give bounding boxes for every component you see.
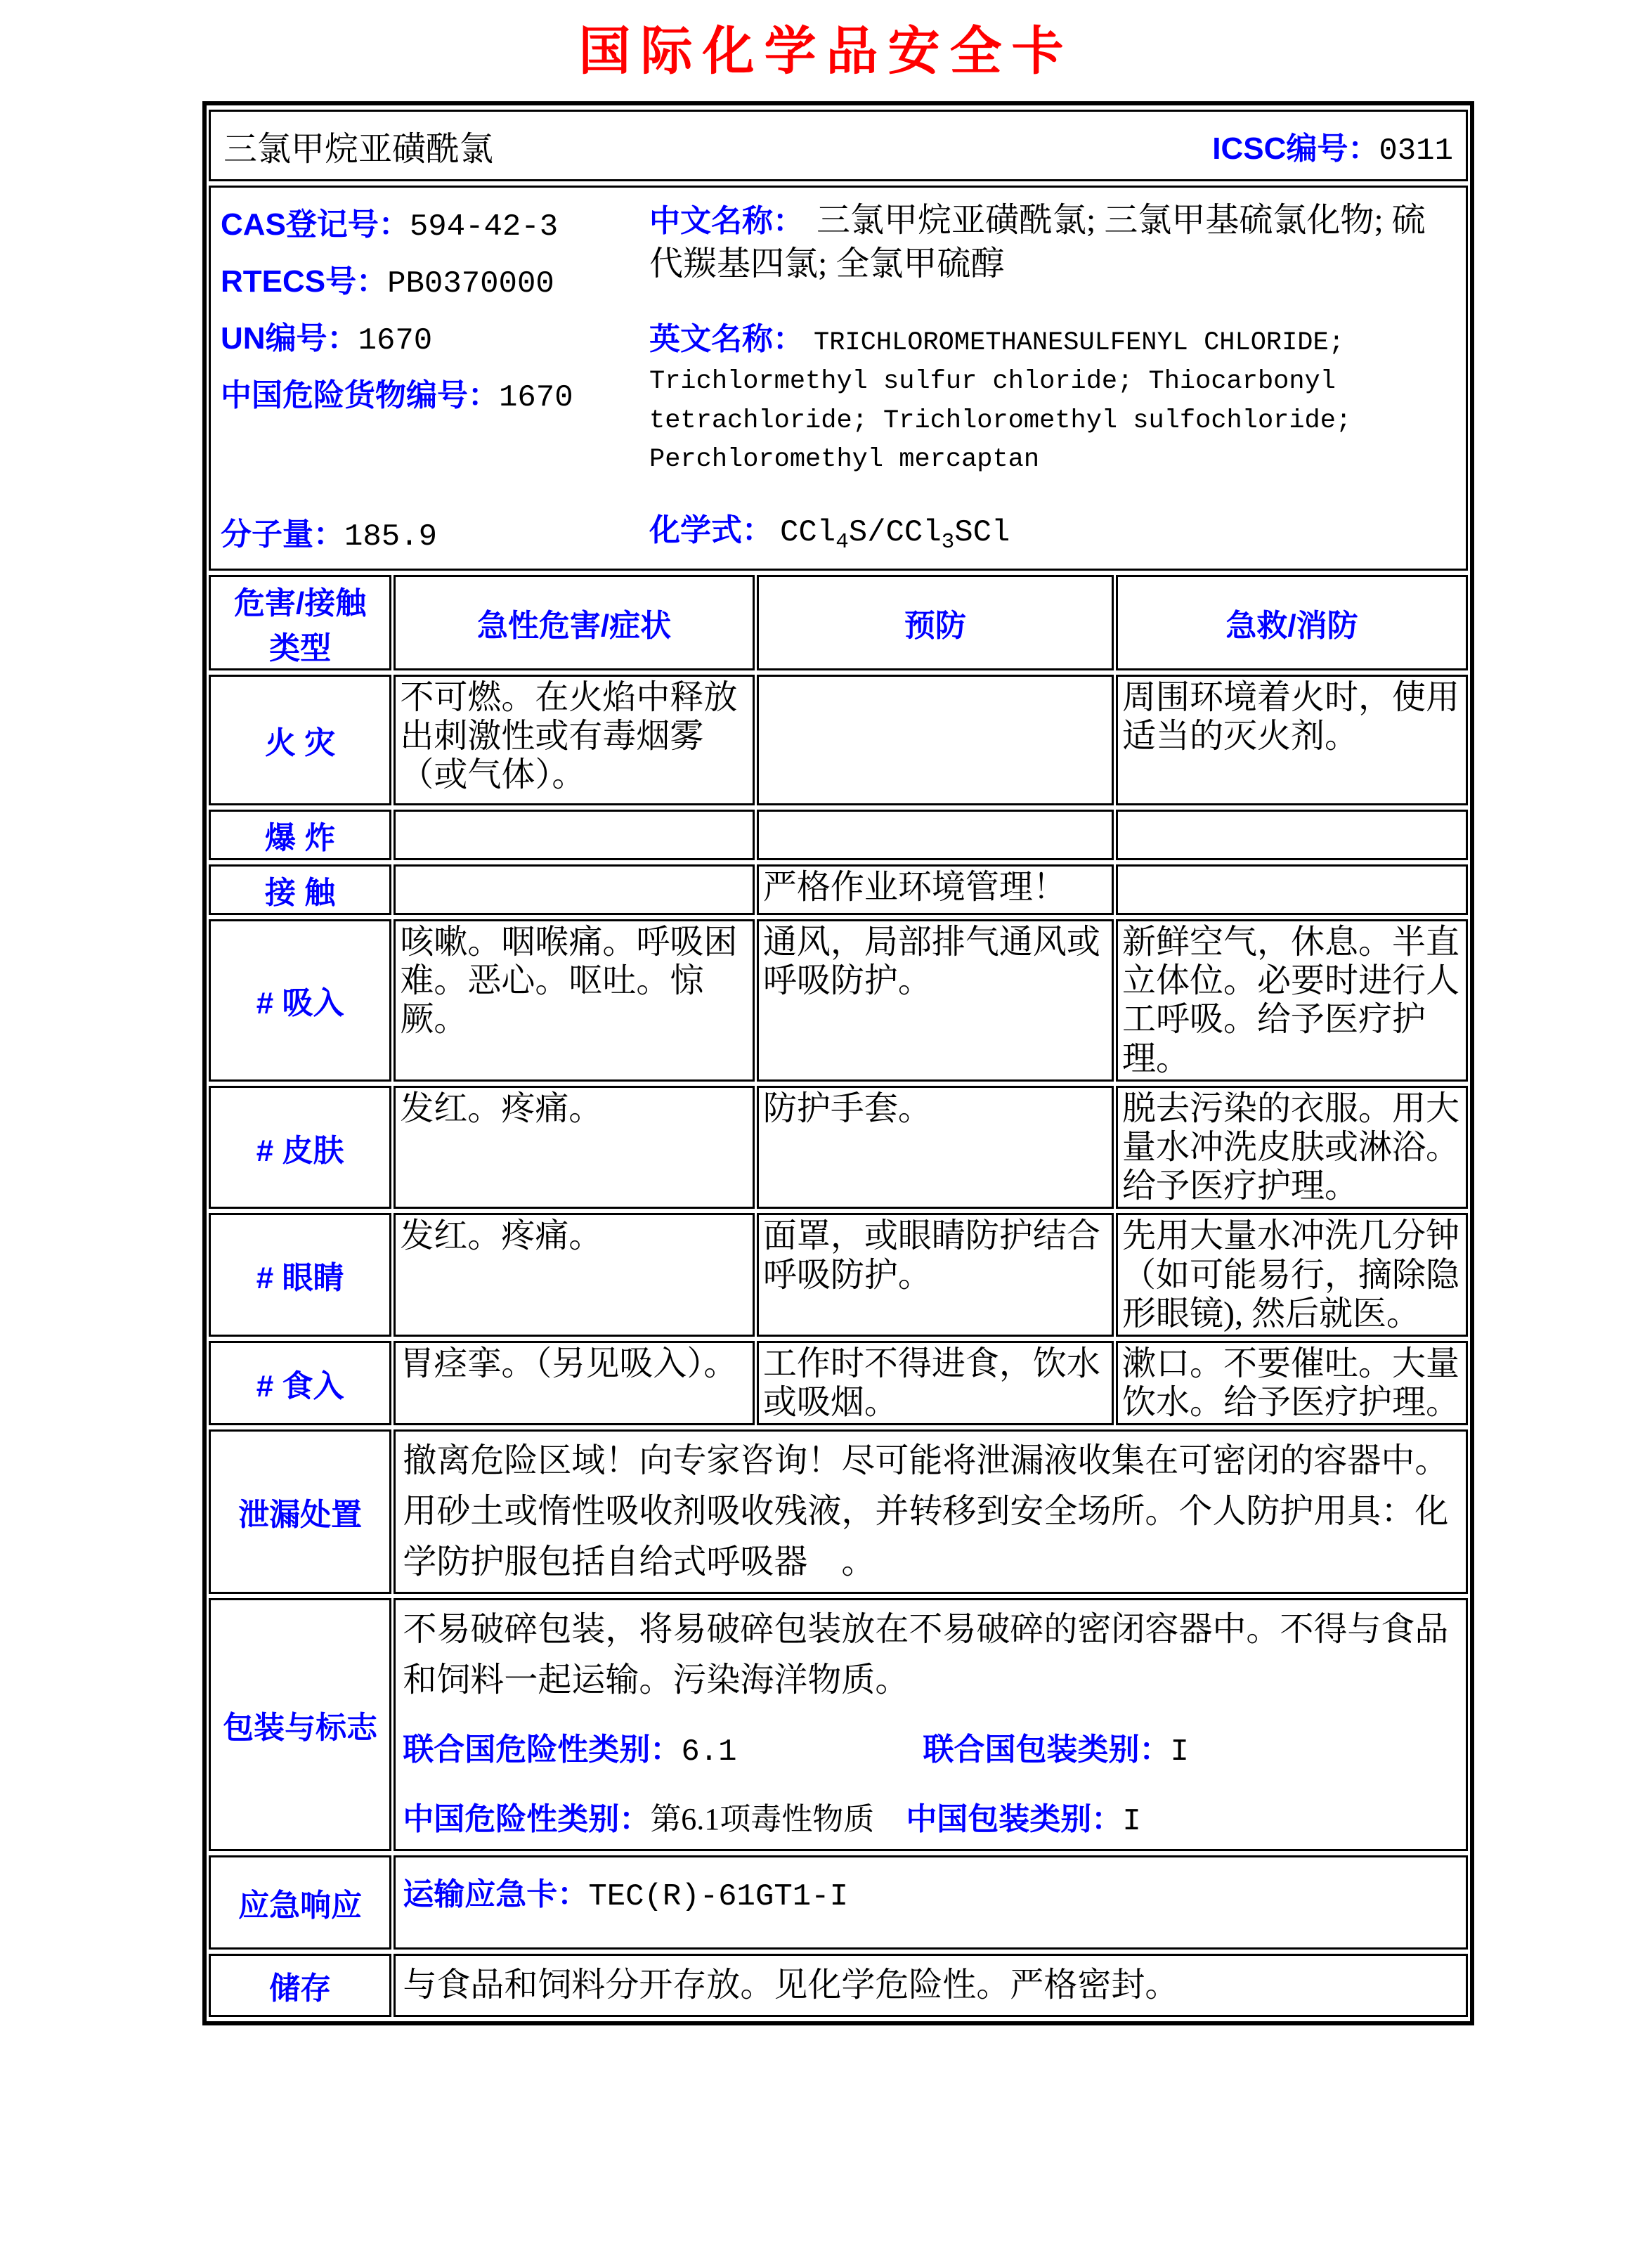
china-hazard-class-value: 第6.1项毒性物质 [650, 1802, 875, 1837]
chemical-formula-line [649, 505, 1453, 554]
header-acute-symptoms: 急性危害/症状 [394, 575, 755, 670]
storage-section-text: 与食品和饲料分开存放。见化学危险性。严格密封。 [394, 1954, 1468, 2017]
explosion-type-label: 爆 炸 [209, 810, 391, 860]
hazard-row-eyes [209, 1213, 1468, 1337]
section-row-storage [209, 1954, 1468, 2017]
emergency-section-label: 应急响应 [209, 1855, 391, 1950]
inhalation-type-label: # 吸入 [209, 919, 391, 1082]
hazard-row-skin [209, 1086, 1468, 1209]
cas-number-line [221, 199, 649, 245]
un-number-line [221, 313, 649, 358]
header-hazard-type: 危害/接触 类型 [209, 575, 391, 670]
exposure-symptoms-cell [394, 864, 755, 915]
identification-row [209, 186, 1468, 571]
un-hazard-class-label: 联合国危险性类别： [403, 1732, 682, 1768]
un-hazard-class-value: 6.1 [681, 1734, 737, 1770]
inhalation-prevention-cell: 通风，局部排气通风或呼吸防护。 [757, 919, 1114, 1082]
un-number-label: UN编号： [221, 321, 358, 356]
transport-emergency-card-label: 运输应急卡： [403, 1877, 589, 1912]
page-title: 国际化学品安全卡 [578, 22, 1074, 80]
english-names-value: TRICHLOROMETHANESULFENYL CHLORIDE; Trichlormethyl sulfur chloride; Thiocarbonyl tetrachloride; Trichloromethyl sulfochloride; Perchloromethyl mercaptan [649, 327, 1352, 475]
inhalation-symptoms-cell: 咳嗽。咽喉痛。呼吸困难。恶心。呕吐。惊厥。 [394, 919, 755, 1082]
cas-number-label: CAS登记号： [221, 207, 410, 242]
section-row-packaging [209, 1598, 1468, 1851]
explosion-symptoms-cell [394, 810, 755, 860]
molecular-weight-value: 185.9 [344, 519, 438, 554]
exposure-prevention-cell: 严格作业环境管理！ [757, 864, 1114, 915]
fire-type-label: 火 灾 [209, 675, 391, 805]
names-block [649, 199, 1453, 554]
packaging-section-label: 包装与标志 [209, 1598, 391, 1851]
rtecs-number-value: PB0370000 [387, 266, 554, 301]
eyes-prevention-cell: 面罩，或眼睛防护结合呼吸防护。 [757, 1213, 1114, 1337]
explosion-prevention-cell [757, 810, 1114, 860]
un-number-value: 1670 [358, 323, 433, 358]
card-title-row [209, 110, 1468, 181]
un-packing-group-label: 联合国包装类别： [923, 1732, 1171, 1768]
rtecs-number-label: RTECS号： [221, 264, 388, 299]
explosion-first-aid-cell [1116, 810, 1468, 860]
hazard-row-inhalation [209, 919, 1468, 1082]
fire-first-aid-cell: 周围环境着火时，使用适当的灭火剂。 [1116, 675, 1468, 805]
eyes-first-aid-cell: 先用大量水冲洗几分钟（如可能易行，摘除隐形眼镜), 然后就医。 [1116, 1213, 1468, 1337]
header-first-aid: 急救/消防 [1116, 575, 1468, 670]
hazard-row-ingestion [209, 1341, 1468, 1425]
un-classification-line [403, 1724, 1459, 1775]
packaging-section-cell [394, 1598, 1468, 1851]
chinese-names-line [649, 199, 1453, 287]
china-hazard-class-label: 中国危险性类别： [403, 1802, 651, 1837]
eyes-symptoms-cell: 发红。疼痛。 [394, 1213, 755, 1337]
identification-cell [209, 186, 1468, 571]
chinese-names-value: 三氯甲烷亚磺酰氯; 三氯甲基硫氯化物; 硫代羰基四氯; 全氯甲硫醇 [649, 202, 1426, 283]
exposure-first-aid-cell [1116, 864, 1468, 915]
china-dg-number-value: 1670 [499, 380, 573, 415]
chemical-formula-value: CCl$_4$S/CCl$_3$SCl [780, 515, 1010, 554]
icsc-card-table [202, 101, 1474, 2025]
cas-number-value: 594-42-3 [409, 209, 559, 245]
storage-section-label: 储存 [209, 1954, 391, 2017]
china-packing-group-label: 中国包装类别： [906, 1802, 1123, 1837]
chinese-names-label: 中文名称： [649, 204, 804, 238]
china-dg-number-label: 中国危险货物编号： [221, 378, 499, 413]
china-packing-group-value: I [1122, 1804, 1141, 1840]
ingestion-symptoms-cell: 胃痉挛。（另见吸入）。 [394, 1341, 755, 1425]
inhalation-first-aid-cell: 新鲜空气，休息。半直立体位。必要时进行人工呼吸。给予医疗护理。 [1116, 919, 1468, 1082]
emergency-section-cell [394, 1855, 1468, 1950]
chemical-formula-label: 化学式： [649, 513, 773, 548]
rtecs-number-line [221, 256, 649, 301]
spillage-section-text: 撤离危险区域！向专家咨询！尽可能将泄漏液收集在可密闭的容器中。用砂土或惰性吸收剂吸收残液，并转移到安全场所。个人防护用具：化学防护服包括自给式呼吸器 。 [394, 1429, 1468, 1594]
chemical-name: 三氯甲烷亚磺酰氯 [223, 130, 494, 168]
exposure-type-label: 接 触 [209, 864, 391, 915]
hazard-row-explosion [209, 810, 1468, 860]
skin-first-aid-cell: 脱去污染的衣服。用大量水冲洗皮肤或淋浴。给予医疗护理。 [1116, 1086, 1468, 1209]
english-names-line [649, 316, 1453, 480]
hazard-table-header-row [209, 575, 1468, 670]
china-classification-line [403, 1794, 1459, 1845]
china-dg-number-line [221, 370, 649, 415]
identifier-list [221, 199, 649, 554]
icsc-document [0, 10, 1652, 2025]
hazard-row-exposure [209, 864, 1468, 915]
skin-prevention-cell: 防护手套。 [757, 1086, 1114, 1209]
ingestion-type-label: # 食入 [209, 1341, 391, 1425]
fire-prevention-cell [757, 675, 1114, 805]
skin-type-label: # 皮肤 [209, 1086, 391, 1209]
icsc-number-block [1212, 123, 1453, 169]
english-names-label: 英文名称： [649, 321, 804, 356]
eyes-type-label: # 眼睛 [209, 1213, 391, 1337]
section-row-spillage [209, 1429, 1468, 1594]
ingestion-prevention-cell: 工作时不得进食，饮水或吸烟。 [757, 1341, 1114, 1425]
icsc-number-label: ICSC编号： [1212, 131, 1379, 166]
chemical-name-cell [209, 110, 1468, 181]
transport-emergency-card-value: TEC(R)-61GT1-I [588, 1879, 848, 1915]
packaging-section-text: 不易破碎包装，将易破碎包装放在不易破碎的密闭容器中。不得与食品和饲料一起运输。污染海洋物质。 [403, 1611, 1449, 1699]
fire-symptoms-cell: 不可燃。在火焰中释放出刺激性或有毒烟雾（或气体）。 [394, 675, 755, 805]
un-packing-group-value: I [1170, 1734, 1189, 1770]
molecular-weight-label: 分子量： [221, 517, 344, 552]
section-row-emergency [209, 1855, 1468, 1950]
hazard-row-fire [209, 675, 1468, 805]
skin-symptoms-cell: 发红。疼痛。 [394, 1086, 755, 1209]
ingestion-first-aid-cell: 漱口。不要催吐。大量饮水。给予医疗护理。 [1116, 1341, 1468, 1425]
icsc-number-value: 0311 [1379, 133, 1453, 169]
header-prevention: 预防 [757, 575, 1114, 670]
spillage-section-label: 泄漏处置 [209, 1429, 391, 1594]
molecular-weight-line [221, 509, 649, 554]
